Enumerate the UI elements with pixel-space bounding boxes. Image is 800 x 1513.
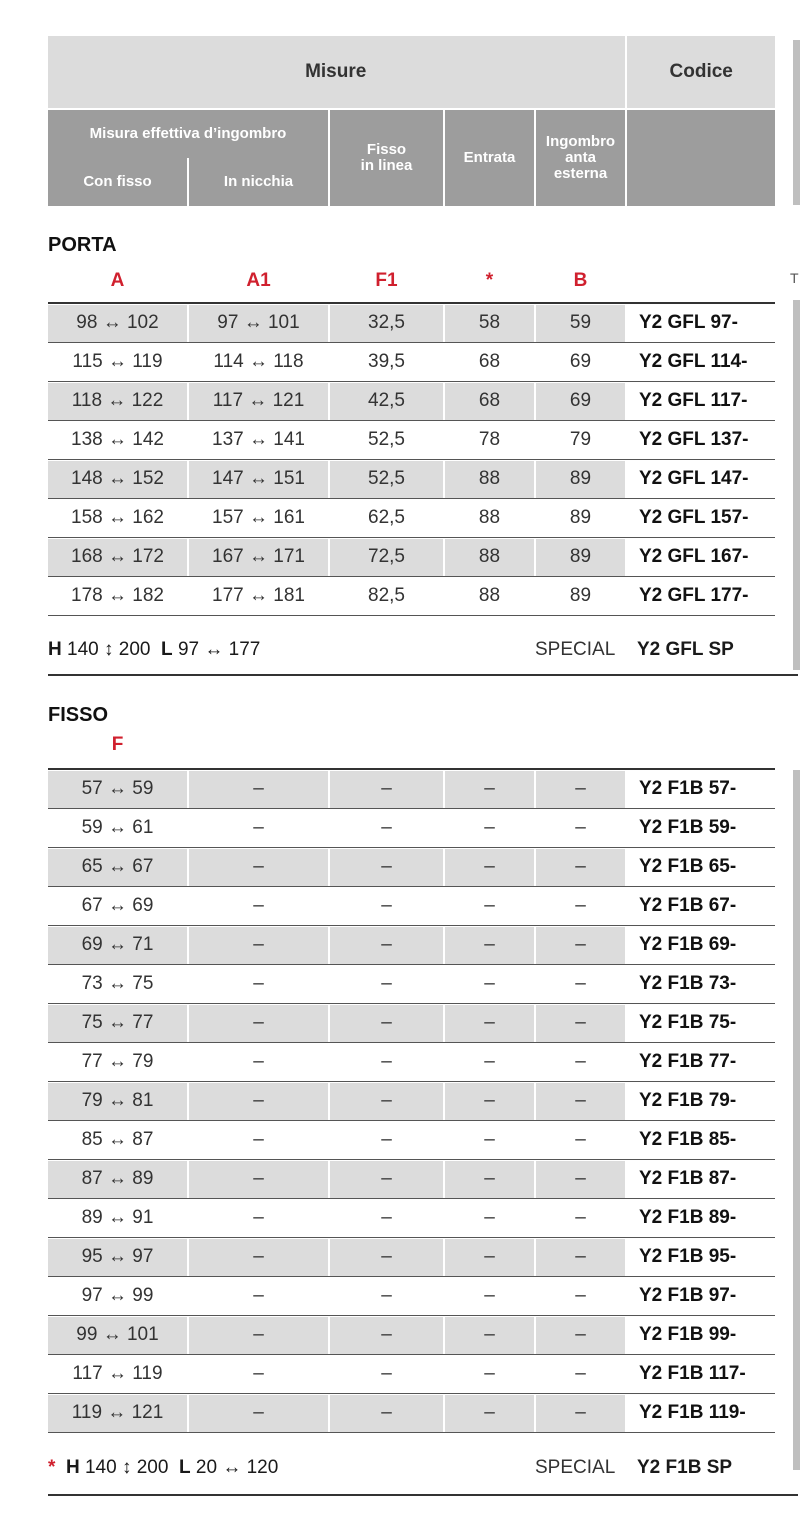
code-cell: Y2 F1B 57- — [627, 771, 775, 808]
table-cell: – — [445, 1395, 534, 1432]
table-cell: 65 ↔ 67 — [48, 849, 187, 886]
porta-table — [48, 302, 775, 616]
table-row — [48, 304, 775, 343]
table-cell: – — [381, 1129, 392, 1150]
code-cell: Y2 F1B 79- — [627, 1083, 775, 1120]
table-row — [48, 1277, 775, 1316]
table-cell: – — [189, 1239, 328, 1276]
table-cell: 97 ↔ 101 — [189, 305, 328, 342]
table-cell: 98 ↔ 102 — [48, 305, 187, 342]
table-cell: 117 ↔ 121 — [189, 383, 328, 420]
table-cell: – — [253, 895, 264, 916]
fisso-special-h-value: 140 ↕ 200 — [84, 1457, 169, 1478]
table-row — [48, 1316, 775, 1355]
table-cell: 168 ↔ 172 — [48, 539, 187, 576]
table-cell: 88 — [445, 461, 534, 498]
table-cell: – — [253, 973, 264, 994]
table-cell: 148 ↔ 152 — [48, 461, 187, 498]
side-bar-bottom — [793, 770, 800, 1470]
code-cell: Y2 F1B 75- — [627, 1005, 775, 1042]
header-row-sub — [48, 110, 775, 206]
fisso-special-h-label: H — [65, 1457, 80, 1478]
header-misure: Misure — [305, 61, 367, 82]
table-cell: – — [253, 1207, 264, 1228]
table-cell: – — [575, 1207, 586, 1228]
table-cell: – — [575, 1285, 586, 1306]
table-cell: – — [575, 1129, 586, 1150]
table-cell: 158 ↔ 162 — [71, 507, 164, 528]
table-row — [48, 965, 775, 1004]
table-cell: – — [253, 1051, 264, 1072]
table-cell: – — [330, 1161, 443, 1198]
header-ingombro-line3: esterna — [553, 165, 608, 182]
code-cell: Y2 F1B 59- — [639, 817, 737, 838]
table-cell: 79 ↔ 81 — [48, 1083, 187, 1120]
table-cell: – — [253, 1129, 264, 1150]
table-row — [48, 1199, 775, 1238]
table-cell: – — [381, 1207, 392, 1228]
table-cell: – — [575, 973, 586, 994]
table-cell: 88 — [478, 507, 501, 528]
table-cell: – — [189, 1317, 328, 1354]
code-cell: Y2 GFL 137- — [639, 429, 749, 450]
table-cell: 69 — [536, 383, 625, 420]
table-cell: – — [445, 1239, 534, 1276]
table-cell: – — [445, 927, 534, 964]
code-cell: Y2 F1B 89- — [639, 1207, 737, 1228]
table-cell: 88 — [445, 539, 534, 576]
code-cell: Y2 F1B 73- — [639, 973, 737, 994]
table-cell: 67 ↔ 69 — [81, 895, 154, 916]
table-cell: 89 — [536, 539, 625, 576]
table-cell: 59 — [536, 305, 625, 342]
porta-special-label: SPECIAL — [535, 639, 616, 660]
table-cell: 78 — [478, 429, 501, 450]
header-fisso-line2: in linea — [360, 157, 413, 174]
table-cell: – — [536, 927, 625, 964]
table-cell: – — [381, 973, 392, 994]
table-cell: – — [253, 1285, 264, 1306]
porta-special-h-value: 140 ↕ 200 — [67, 639, 151, 660]
table-cell: 77 ↔ 79 — [81, 1051, 154, 1072]
table-cell: – — [330, 849, 443, 886]
table-cell: – — [536, 771, 625, 808]
table-row — [48, 382, 775, 421]
table-cell: – — [575, 1363, 586, 1384]
table-cell: 57 ↔ 59 — [48, 771, 187, 808]
header-fisso-line1: Fisso — [366, 141, 407, 158]
code-cell: Y2 F1B 97- — [639, 1285, 737, 1306]
table-cell: – — [536, 849, 625, 886]
code-cell: Y2 GFL 114- — [639, 351, 748, 372]
table-cell: 119 ↔ 121 — [48, 1395, 187, 1432]
table-row — [48, 1043, 775, 1082]
table-cell: 73 ↔ 75 — [81, 973, 154, 994]
table-row — [48, 421, 775, 460]
table-cell: – — [445, 1005, 534, 1042]
table-cell: – — [381, 817, 392, 838]
header-misura-effettiva-group — [48, 110, 328, 206]
fisso-special-label: SPECIAL — [535, 1457, 616, 1478]
table-cell: – — [575, 817, 586, 838]
code-cell: Y2 F1B 117- — [639, 1363, 746, 1384]
code-cell: Y2 F1B 69- — [627, 927, 775, 964]
table-cell: – — [189, 849, 328, 886]
table-cell: – — [330, 1005, 443, 1042]
header-fisso-in-linea — [328, 110, 443, 206]
table-cell: – — [381, 1285, 392, 1306]
fisso-special-l-label: L — [179, 1457, 191, 1478]
letter-b: B — [573, 270, 588, 291]
table-cell: 157 ↔ 161 — [212, 507, 305, 528]
table-cell: 114 ↔ 118 — [213, 351, 304, 372]
table-cell: 138 ↔ 142 — [71, 429, 164, 450]
table-cell: 88 — [478, 585, 501, 606]
code-cell: Y2 F1B 95- — [627, 1239, 775, 1276]
fisso-special-l-value: 20 ↔ 120 — [195, 1457, 279, 1478]
table-cell: – — [536, 1239, 625, 1276]
table-cell: – — [330, 771, 443, 808]
table-row — [48, 1121, 775, 1160]
table-cell: 75 ↔ 77 — [48, 1005, 187, 1042]
table-cell: – — [536, 1005, 625, 1042]
code-cell: Y2 GFL 147- — [627, 461, 775, 498]
code-cell: Y2 GFL 157- — [639, 507, 749, 528]
table-cell: 177 ↔ 181 — [212, 585, 305, 606]
table-cell: – — [445, 1083, 534, 1120]
fisso-bottom-rule — [48, 1494, 798, 1496]
table-row — [48, 343, 775, 382]
table-cell: – — [445, 849, 534, 886]
table-cell: 42,5 — [330, 383, 443, 420]
fisso-table — [48, 768, 775, 1433]
fisso-special-code: Y2 F1B SP — [637, 1457, 733, 1478]
table-cell: – — [189, 1005, 328, 1042]
table-row — [48, 1004, 775, 1043]
table-cell: – — [189, 1083, 328, 1120]
table-cell: 52,5 — [368, 429, 405, 450]
table-cell: – — [381, 1051, 392, 1072]
table-cell: 99 ↔ 101 — [48, 1317, 187, 1354]
table-row — [48, 809, 775, 848]
table-cell: 89 ↔ 91 — [81, 1207, 154, 1228]
porta-bottom-rule — [48, 674, 798, 676]
side-bar-top — [793, 40, 800, 205]
table-row — [48, 460, 775, 499]
table-cell: – — [484, 895, 495, 916]
porta-special-row — [48, 630, 775, 670]
header-ingombro-line1: Ingombro — [545, 133, 616, 150]
table-header — [48, 36, 775, 206]
code-cell: Y2 F1B 65- — [627, 849, 775, 886]
table-row — [48, 499, 775, 538]
table-cell: – — [189, 1395, 328, 1432]
table-cell: 72,5 — [330, 539, 443, 576]
table-row — [48, 1082, 775, 1121]
table-cell: – — [536, 1161, 625, 1198]
header-codice: Codice — [625, 36, 775, 108]
table-cell: 58 — [445, 305, 534, 342]
fisso-special-row — [48, 1448, 775, 1488]
table-row — [48, 848, 775, 887]
code-cell: Y2 GFL 97- — [627, 305, 775, 342]
table-cell: 97 ↔ 99 — [81, 1285, 154, 1306]
table-cell: – — [330, 1395, 443, 1432]
table-cell: 89 — [569, 507, 592, 528]
table-cell: 62,5 — [368, 507, 405, 528]
section-title-porta: PORTA — [48, 234, 117, 256]
code-cell: Y2 F1B 87- — [627, 1161, 775, 1198]
porta-special-h-label: H — [48, 639, 62, 660]
table-cell: 117 ↔ 119 — [72, 1363, 163, 1384]
table-row — [48, 926, 775, 965]
fisso-special-star: * — [48, 1457, 56, 1478]
table-cell: – — [484, 1207, 495, 1228]
table-cell: 167 ↔ 171 — [189, 539, 328, 576]
table-cell: – — [189, 1161, 328, 1198]
table-cell: – — [253, 1363, 264, 1384]
header-row-main — [48, 36, 775, 108]
table-cell: – — [575, 895, 586, 916]
porta-special-code: Y2 GFL SP — [637, 639, 734, 660]
table-row — [48, 1238, 775, 1277]
table-cell: 115 ↔ 119 — [72, 351, 163, 372]
table-cell: – — [484, 973, 495, 994]
section-title-fisso: FISSO — [48, 704, 109, 726]
header-subcolumns — [48, 158, 328, 206]
letter-f: F — [111, 734, 124, 755]
table-cell: 89 — [536, 461, 625, 498]
table-row — [48, 1394, 775, 1433]
table-cell: – — [330, 1239, 443, 1276]
table-cell: – — [330, 1083, 443, 1120]
table-cell: 85 ↔ 87 — [81, 1129, 154, 1150]
table-cell: – — [536, 1317, 625, 1354]
header-entrata: Entrata — [443, 110, 534, 206]
porta-special-l-label: L — [161, 639, 173, 660]
code-cell: Y2 F1B 99- — [627, 1317, 775, 1354]
code-cell: Y2 F1B 77- — [639, 1051, 737, 1072]
letter-star: * — [485, 270, 494, 291]
header-ingombro-anta — [534, 110, 625, 206]
header-ingombro-line2: anta — [565, 149, 596, 166]
header-misura-effettiva: Misura effettiva d’ingombro — [89, 125, 287, 142]
table-cell: – — [189, 771, 328, 808]
table-cell: 52,5 — [330, 461, 443, 498]
table-row — [48, 887, 775, 926]
table-cell: 82,5 — [368, 585, 405, 606]
letter-a1: A1 — [246, 270, 271, 291]
table-cell: 69 ↔ 71 — [48, 927, 187, 964]
table-cell: 118 ↔ 122 — [48, 383, 187, 420]
porta-special-l-value: 97 ↔ 177 — [177, 639, 261, 660]
table-row — [48, 538, 775, 577]
table-cell: – — [484, 1129, 495, 1150]
code-cell: Y2 GFL 177- — [639, 585, 749, 606]
table-row — [48, 1355, 775, 1394]
table-cell: – — [536, 1083, 625, 1120]
table-cell: – — [330, 1317, 443, 1354]
letter-a: A — [110, 270, 125, 291]
table-cell: – — [536, 1395, 625, 1432]
table-cell: 79 — [569, 429, 592, 450]
table-cell: 32,5 — [330, 305, 443, 342]
stray-char: T — [790, 270, 799, 286]
code-cell: Y2 GFL 167- — [627, 539, 775, 576]
table-cell: – — [575, 1051, 586, 1072]
table-cell: – — [330, 927, 443, 964]
code-cell: Y2 F1B 119- — [627, 1395, 775, 1432]
table-cell: – — [189, 927, 328, 964]
table-cell: 89 — [569, 585, 592, 606]
table-cell: – — [484, 1051, 495, 1072]
header-con-fisso: Con fisso — [83, 173, 152, 190]
table-cell: 147 ↔ 151 — [189, 461, 328, 498]
header-in-nicchia: In nicchia — [187, 158, 328, 206]
table-cell: 39,5 — [368, 351, 405, 372]
table-cell: – — [484, 817, 495, 838]
table-cell: – — [445, 1317, 534, 1354]
table-cell: – — [445, 1161, 534, 1198]
side-bar-mid — [793, 300, 800, 670]
table-row — [48, 577, 775, 616]
table-cell: 87 ↔ 89 — [48, 1161, 187, 1198]
table-cell: – — [381, 895, 392, 916]
code-cell: Y2 GFL 117- — [627, 383, 775, 420]
table-cell: 137 ↔ 141 — [212, 429, 305, 450]
letter-f1: F1 — [375, 270, 398, 291]
table-cell: – — [381, 1363, 392, 1384]
fisso-letters — [48, 734, 775, 758]
table-row — [48, 1160, 775, 1199]
table-cell: – — [253, 817, 264, 838]
table-cell: 68 — [478, 351, 501, 372]
table-cell: 68 — [445, 383, 534, 420]
table-cell: 69 — [569, 351, 592, 372]
porta-letters — [48, 270, 775, 294]
header-codice-blank — [625, 110, 773, 206]
table-cell: 95 ↔ 97 — [48, 1239, 187, 1276]
code-cell: Y2 F1B 85- — [639, 1129, 737, 1150]
table-cell: – — [484, 1363, 495, 1384]
table-cell: 178 ↔ 182 — [71, 585, 164, 606]
table-cell: 59 ↔ 61 — [81, 817, 154, 838]
table-cell: – — [445, 771, 534, 808]
table-row — [48, 770, 775, 809]
table-cell: – — [484, 1285, 495, 1306]
code-cell: Y2 F1B 67- — [639, 895, 737, 916]
